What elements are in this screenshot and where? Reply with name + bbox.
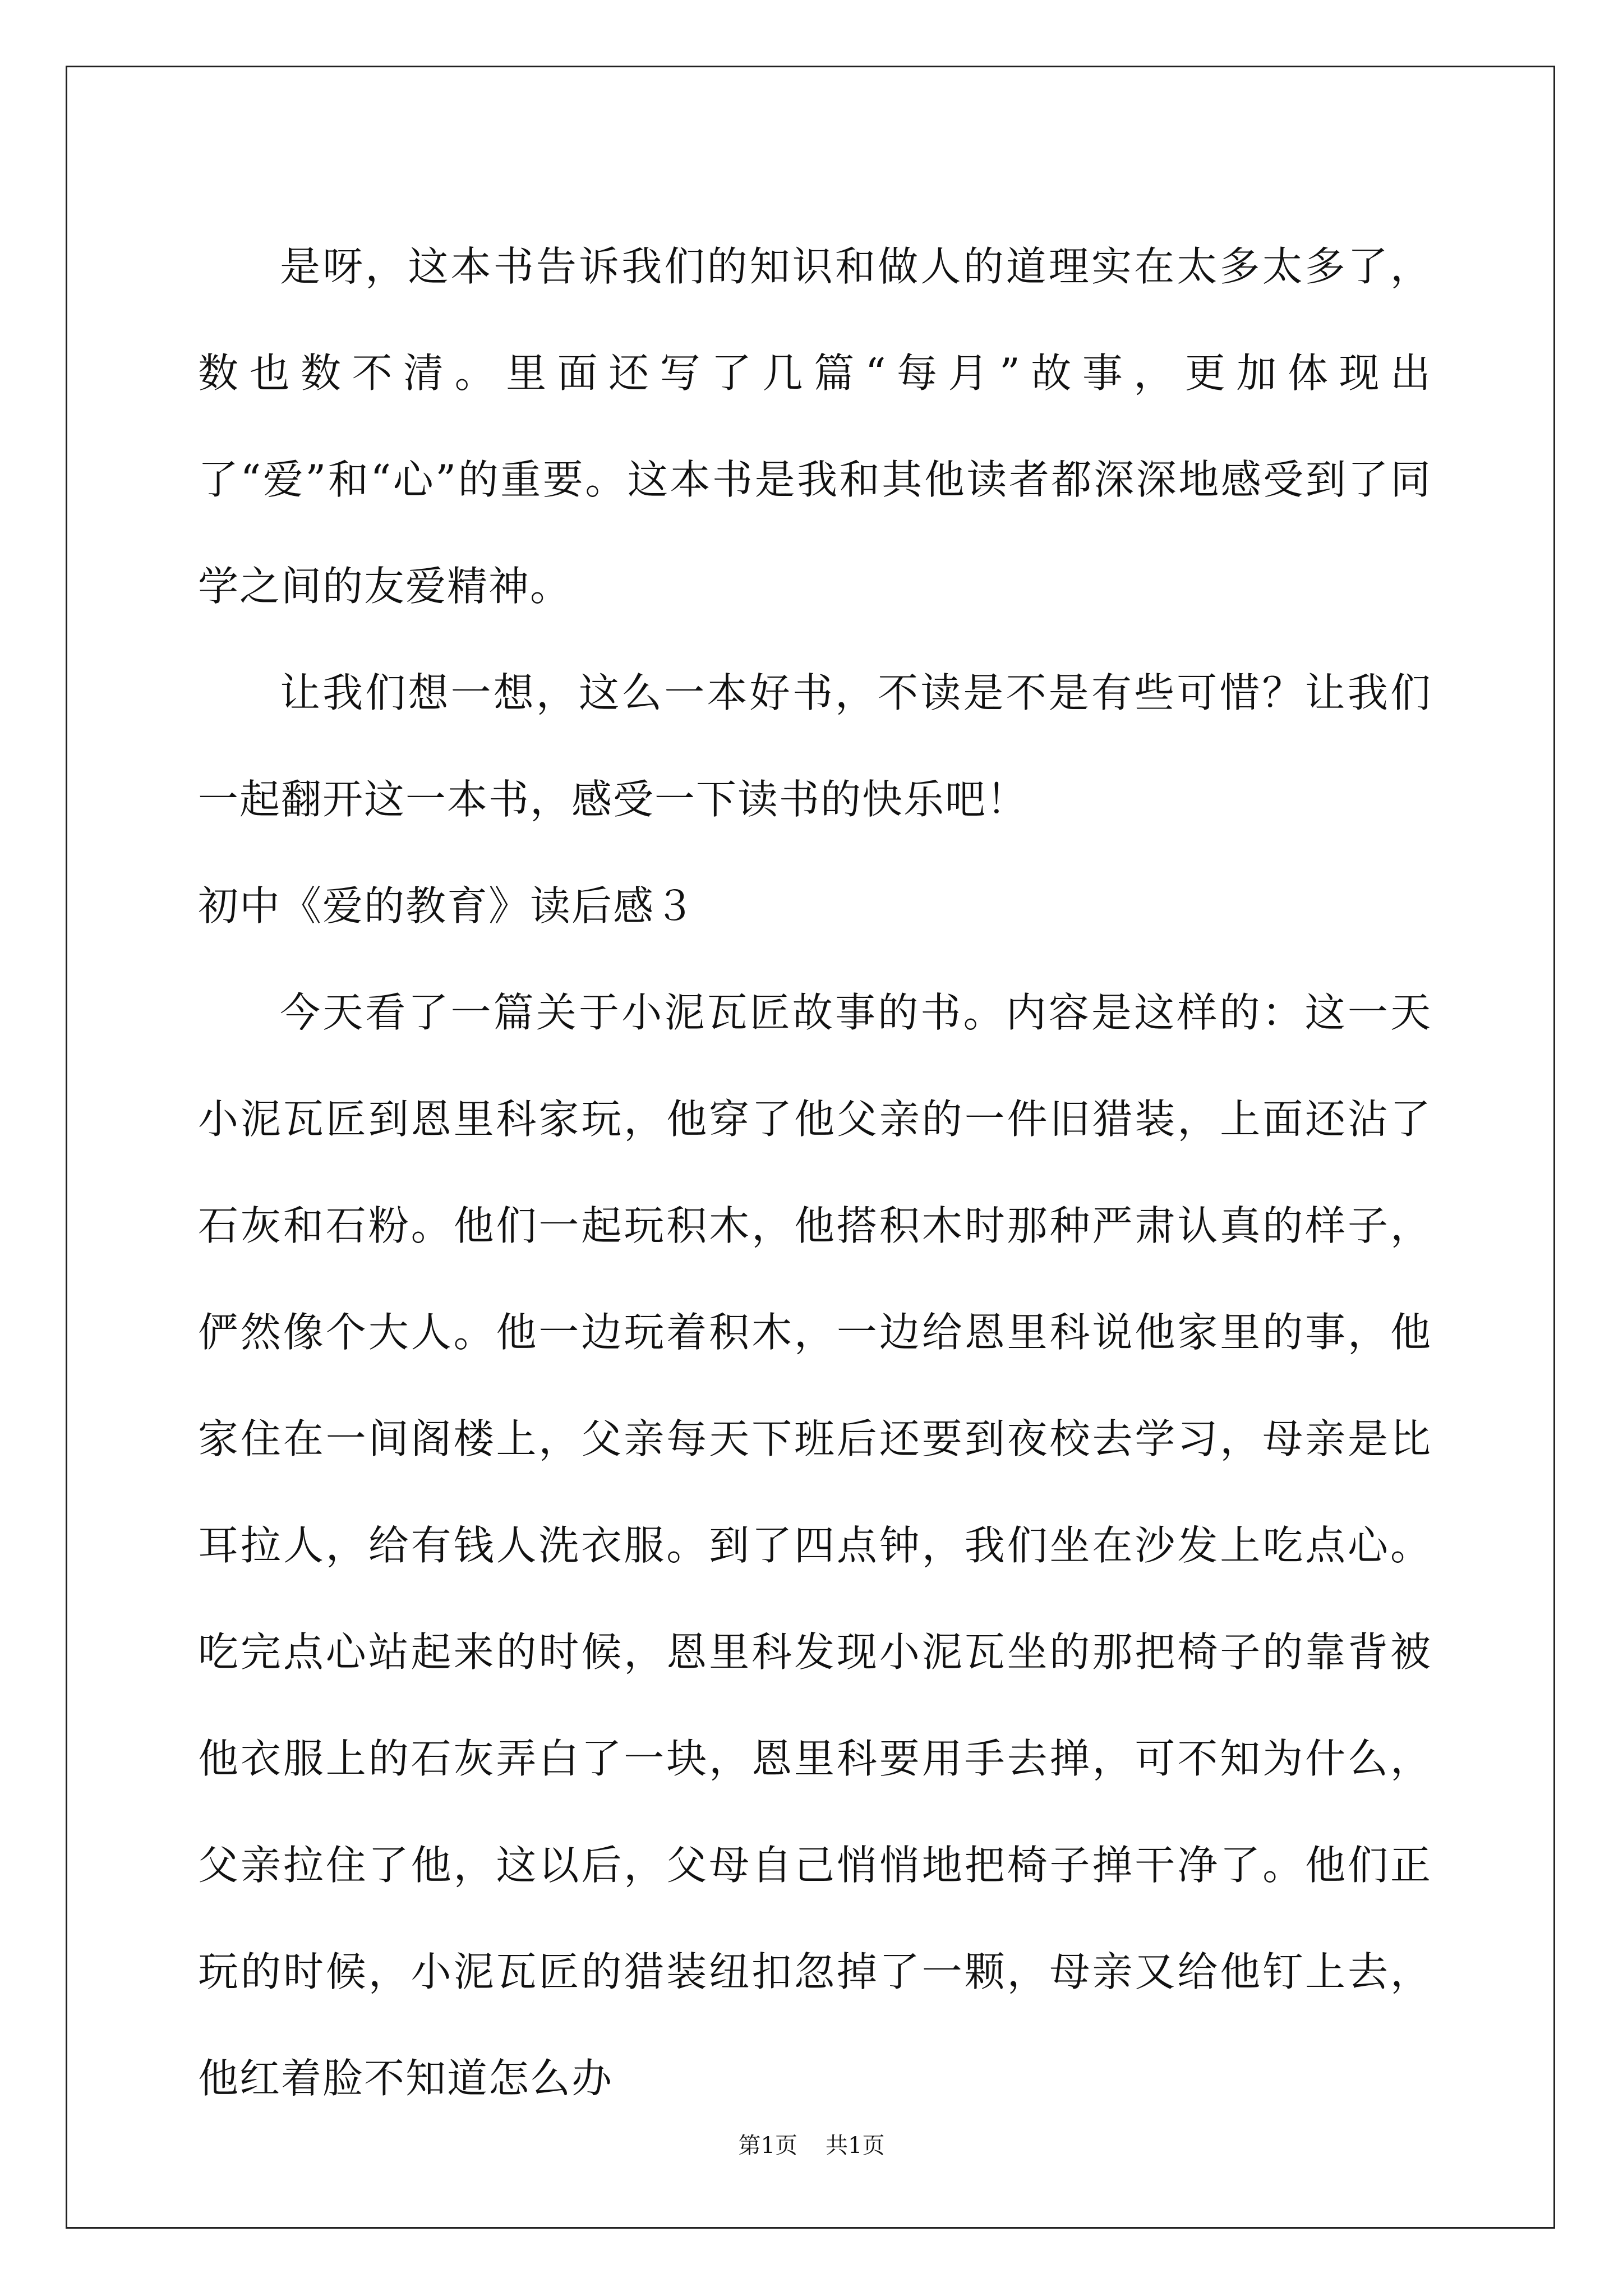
paragraph-3: 今天看了一篇关于小泥瓦匠故事的书。内容是这样的：这一天小泥瓦匠到恩里科家玩，他穿了他父亲的一件旧猎装，上面还沾了石灰和石粉。他们一起玩积木，他搭积木时那种严肃认真的样子，俨然像个大人。他一边玩着积木，一边给恩里科说他家里的事，他家住在一间阁楼上，父亲每天下班后还要到夜校去学习，母亲是比耳拉人，给有钱人洗衣服。到了四点钟，我们坐在沙发上吃点心。吃完点心站起来的时候，恩里科发现小泥瓦坐的那把椅子的靠背被他衣服上的石灰弄白了一块，恩里科要用手去掸，可不知为什么，父亲拉住了他，这以后，父母自己悄悄地把椅子掸干净了。他们正玩的时候，小泥瓦匠的猎装纽扣忽掉了一颗，母亲又给他钉上去，他红着脸不知道怎么办 <box>198 989 1432 2102</box>
page-number: 第1页 <box>738 2133 797 2159</box>
page-total: 共1页 <box>826 2133 885 2159</box>
document-body <box>198 213 1432 2132</box>
paragraph-1: 是呀，这本书告诉我们的知识和做人的道理实在太多太多了，数也数不清。里面还写了几篇“每月”故事，更加体现出了“爱”和“心”的重要。这本书是我和其他读者都深深地感受到了同学之间的友爱精神。 <box>198 243 1432 610</box>
page-footer <box>0 2129 1623 2162</box>
section-heading: 初中《爱的教育》读后感３ <box>198 882 697 930</box>
paragraph-2: 让我们想一想，这么一本好书，不读是不是有些可惜？让我们一起翻开这一本书，感受一下读书的快乐吧！ <box>198 669 1432 823</box>
